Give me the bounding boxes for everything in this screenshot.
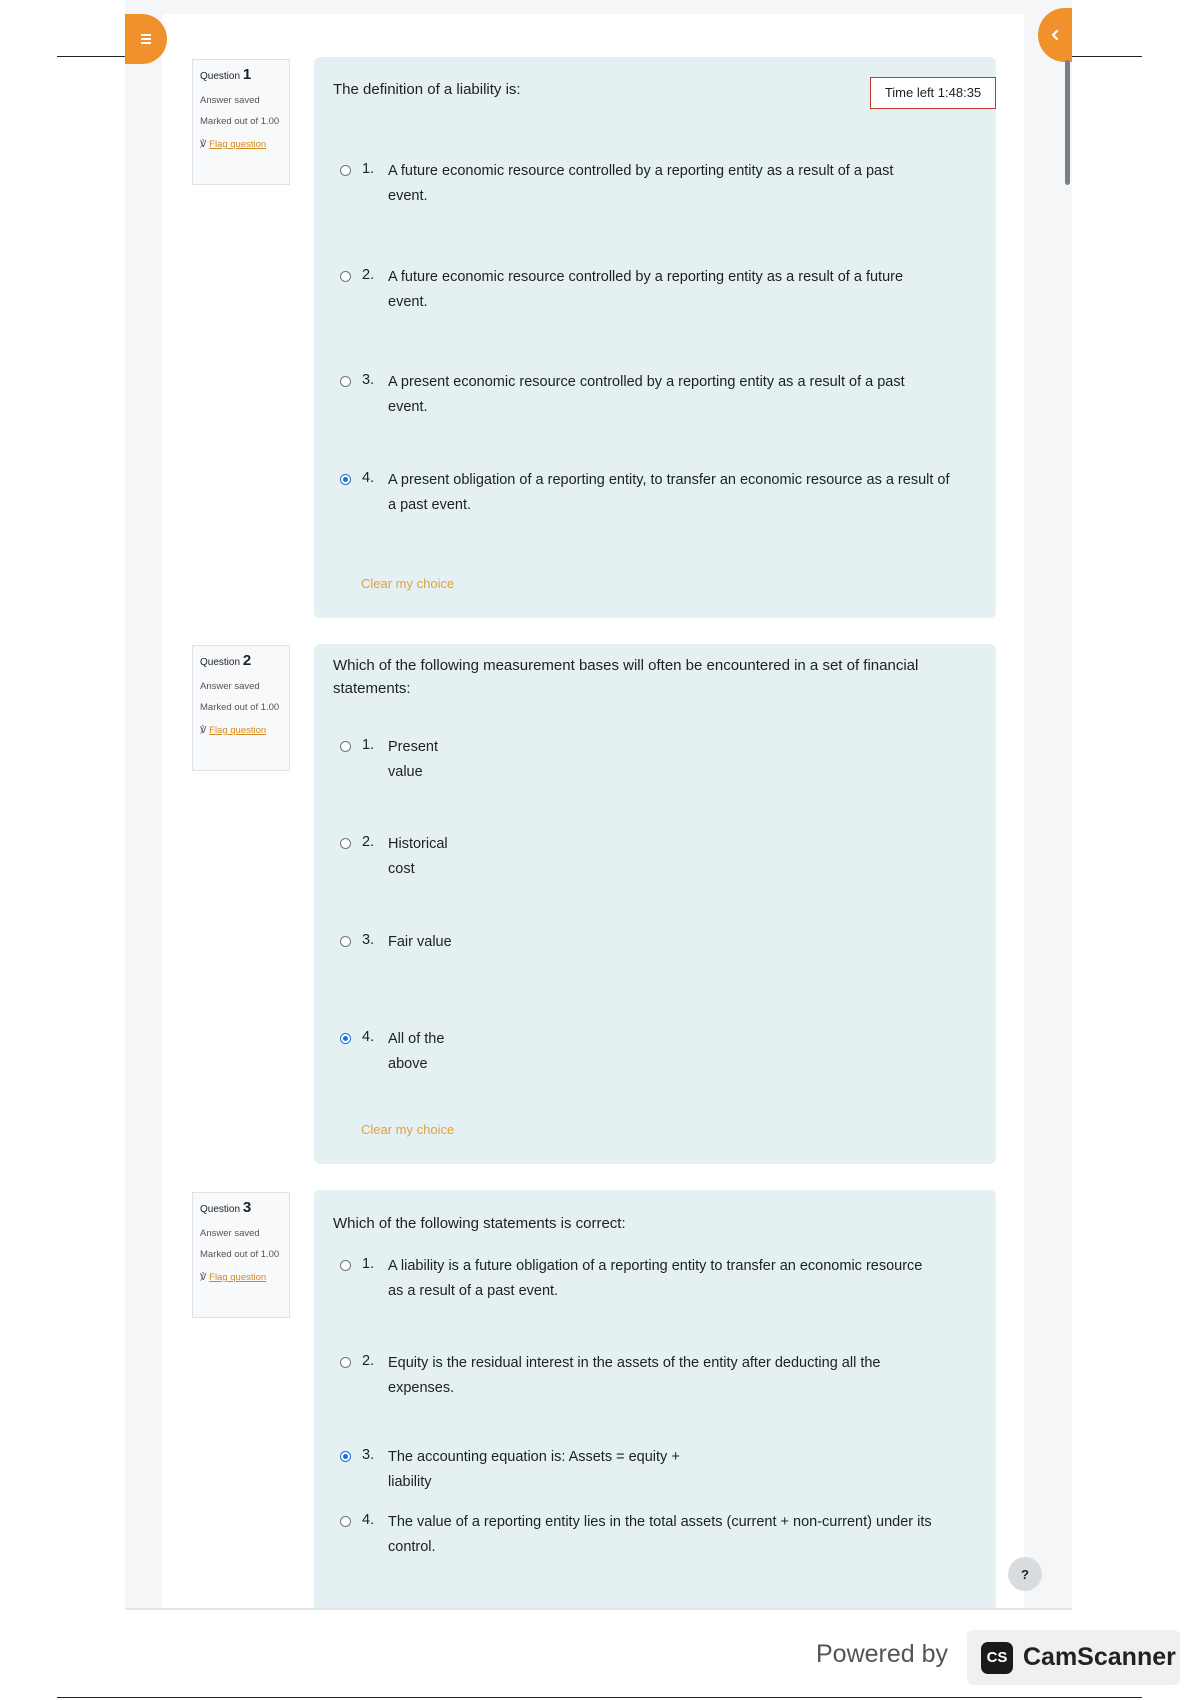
option-number: 1. [362, 1256, 375, 1272]
question-grade: Marked out of 1.00 [200, 1249, 280, 1260]
option-label[interactable]: Fair value [388, 934, 452, 950]
option-label[interactable]: A future economic resource controlled by a reporting entity as a result of a past event. [388, 163, 894, 204]
question-text: Which of the following measurement bases will often be encountered in a set of financial statements: [333, 657, 919, 697]
option-number: 2. [362, 1353, 375, 1369]
question-info-3 [192, 1192, 290, 1318]
question-box-3 [314, 1190, 996, 1608]
question-number: Question 1 [200, 66, 252, 83]
radio-button[interactable] [340, 1357, 351, 1368]
option-label[interactable]: A future economic resource controlled by a reporting entity as a result of a future event. [388, 269, 904, 310]
flag-question[interactable] [200, 139, 282, 150]
flag-icon: ℣ [200, 1271, 207, 1283]
question-grade: Marked out of 1.00 [200, 702, 280, 713]
scrollbar-thumb[interactable] [1065, 60, 1070, 185]
option-number: 4. [362, 1029, 375, 1045]
question-number: Question 2 [200, 652, 252, 669]
chevron-left-icon [1049, 29, 1061, 41]
radio-button[interactable] [340, 936, 351, 947]
radio-button[interactable] [340, 838, 351, 849]
flag-icon: ℣ [200, 724, 207, 736]
radio-button-selected[interactable] [340, 1451, 351, 1462]
option-label[interactable]: The value of a reporting entity lies in the total assets (current + non-current) under its control. [388, 1514, 932, 1555]
radio-button-selected[interactable] [340, 474, 351, 485]
camscanner-brand: CamScanner [1023, 1643, 1176, 1671]
menu-icon [139, 32, 153, 46]
option-number: 3. [362, 372, 375, 388]
option-number: 3. [362, 932, 375, 948]
option-label[interactable]: A present obligation of a reporting entity, to transfer an economic resource as a result of a past event. [388, 472, 950, 513]
option-label[interactable]: Historical cost [388, 836, 448, 877]
radio-button-selected[interactable] [340, 1033, 351, 1044]
question-box-2 [314, 644, 996, 1164]
flag-icon: ℣ [200, 138, 207, 150]
option-number: 3. [362, 1447, 375, 1463]
flag-question-link[interactable]: Flag question [209, 138, 267, 150]
option-label[interactable]: The accounting equation is: Assets = equity + liability [388, 1449, 680, 1490]
radio-button[interactable] [340, 1516, 351, 1527]
radio-button[interactable] [340, 165, 351, 176]
question-state: Answer saved [200, 681, 260, 692]
radio-button[interactable] [340, 741, 351, 752]
scan-edge-top-right [1072, 56, 1142, 57]
flag-question[interactable] [200, 725, 282, 736]
flag-question[interactable] [200, 1272, 282, 1283]
quiz-timer: Time left 1:48:35 [870, 77, 996, 109]
option-label[interactable]: A liability is a future obligation of a reporting entity to transfer an economic resource as a result of a past event. [388, 1258, 923, 1299]
clear-my-choice-link[interactable]: Clear my choice [361, 1122, 455, 1137]
question-text: The definition of a liability is: [333, 81, 521, 98]
question-text: Which of the following statements is correct: [333, 1215, 626, 1232]
option-label[interactable]: Equity is the residual interest in the assets of the entity after deducting all the expenses. [388, 1355, 881, 1396]
option-number: 1. [362, 737, 375, 753]
radio-button[interactable] [340, 376, 351, 387]
question-info-1 [192, 59, 290, 185]
question-grade: Marked out of 1.00 [200, 116, 280, 127]
flag-question-link[interactable]: Flag question [209, 724, 267, 736]
option-number: 1. [362, 161, 375, 177]
option-number: 4. [362, 1512, 375, 1528]
option-number: 2. [362, 267, 375, 283]
radio-button[interactable] [340, 271, 351, 282]
question-box-1 [314, 57, 996, 618]
option-label[interactable]: A present economic resource controlled by a reporting entity as a result of a past event. [388, 374, 905, 415]
camscanner-badge [967, 1630, 1180, 1685]
question-info-2 [192, 645, 290, 771]
powered-by-text: Powered by [816, 1640, 949, 1668]
flag-question-link[interactable]: Flag question [209, 1271, 267, 1283]
option-label[interactable]: Present value [388, 739, 438, 780]
scan-edge-bottom [57, 1697, 1142, 1698]
camscanner-logo: CS [981, 1642, 1013, 1674]
scan-edge-top-left [57, 56, 125, 57]
help-button[interactable]: ? [1008, 1557, 1042, 1591]
question-number: Question 3 [200, 1199, 252, 1216]
question-state: Answer saved [200, 1228, 260, 1239]
clear-my-choice-link[interactable]: Clear my choice [361, 576, 455, 591]
option-number: 4. [362, 470, 375, 486]
option-label[interactable]: All of the above [388, 1031, 445, 1072]
question-state: Answer saved [200, 95, 260, 106]
option-number: 2. [362, 834, 375, 850]
radio-button[interactable] [340, 1260, 351, 1271]
